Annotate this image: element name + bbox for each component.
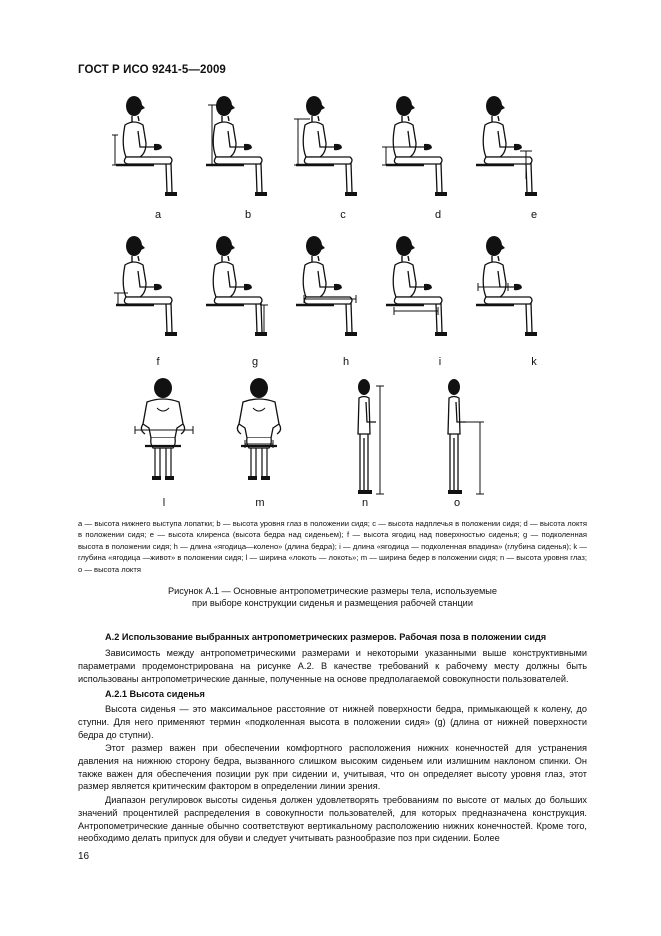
figure-i (380, 235, 460, 343)
figure-label-n: n (361, 497, 369, 509)
figure-l (133, 378, 195, 484)
figure-n (350, 378, 390, 498)
paragraph-2: Высота сиденья — это максимальное расстояние от нижней поверхности бедра, примыкающей к колену, до ступни. Для него применяют термин «подколенная высота в положении сидя» (g) (длина от нижней поверхности бедра до ступни). (78, 704, 587, 740)
figure-caption-line1: Рисунок А.1 — Основные антропометрические размеры тела, используемые (168, 586, 497, 596)
section-heading: А.2 Использование выбранных антропометрических размеров. Рабочая поза в положении сидя (105, 632, 547, 642)
figure-label-d: d (434, 209, 442, 221)
figure-caption-line2: при выборе конструкции сиденья и размещения рабочей станции (192, 598, 473, 608)
figure-label-a: a (154, 209, 162, 221)
figure-label-o: o (453, 497, 461, 509)
figure-label-f: f (156, 356, 160, 368)
figure-label-l: l (162, 497, 166, 509)
figure-k (470, 235, 550, 343)
figure-label-i: i (438, 356, 442, 368)
figure-label-e: e (530, 209, 538, 221)
figure-label-b: b (244, 209, 252, 221)
figure-m (229, 378, 291, 484)
figure-g (200, 235, 280, 343)
figure-d (380, 95, 460, 203)
page-number: 16 (78, 851, 90, 862)
document-header: ГОСТ Р ИСО 9241-5—2009 (78, 64, 226, 76)
paragraph-1: Зависимость между антропометрическими размерами и некоторыми указанными выше конструктивными параметрами продемонстрирована на рисунке А.2. В качестве требований к рабочему месту должны быть использованы антропометрические данные, полученные на основе предполагаемой совокупности пользователей. (78, 648, 587, 684)
paragraph-4: Диапазон регулировок высоты сиденья должен удовлетворять требованиям по высоте от малых до больших значений процентилей распределения в совокупности пользователей, для которых предназначена конструкция. Антропометрические данные обычно соответствуют вертикальному расположению нижних конечностей. Кроме того, необходимо делать припуск для обуви и следует учитывать разнообразие поз при сидении. Более (78, 795, 587, 844)
figure-o (440, 378, 490, 498)
figure-f (110, 235, 190, 343)
figure-e (470, 95, 550, 203)
figure-label-c: c (340, 209, 346, 221)
figure-a (110, 95, 190, 203)
subsection-heading: А.2.1 Высота сиденья (105, 689, 205, 699)
figure-label-g: g (251, 356, 259, 368)
figure-h (290, 235, 370, 343)
figure-legend: a — высота нижнего выступа лопатки; b — высота уровня глаз в положении сидя; c — высота надплечья в положении сидя; d — высота локтя в положении сидя; e — высота клиренса (высота бедра над сиденьем); f — высота ягодиц над поверхностью сиденья; g — подколенная высота в положении сидя; h — длина «ягодица—колено» (длина бедра); i — длина «ягодица — подколенная впадина» (глубина сиденья); k — глубина «ягодица —живот» в положении сидя; l — ширина «локоть — локоть»; m — ширина бедер в положении сидя; n — высота уровня глаз; o — высота локтя (78, 519, 587, 574)
figure-caption (78, 585, 587, 609)
figure-label-h: h (342, 356, 350, 368)
figure-c (290, 95, 370, 203)
figure-label-m: m (255, 497, 265, 509)
figure-b (200, 95, 280, 203)
figure-label-k: k (531, 356, 537, 368)
paragraph-3: Этот размер важен при обеспечении комфортного расположения нижних конечностей для устранения давления на нижнюю сторону бедра, вызванного слишком высоким сиденьем или излишним наклоном спинки. Он также важен для обеспечения позиции рук при сидении и, учитывая, что он определяет высоту уровня глаз, этот размер является критическим фактором в определении линии зрения. (78, 743, 587, 792)
